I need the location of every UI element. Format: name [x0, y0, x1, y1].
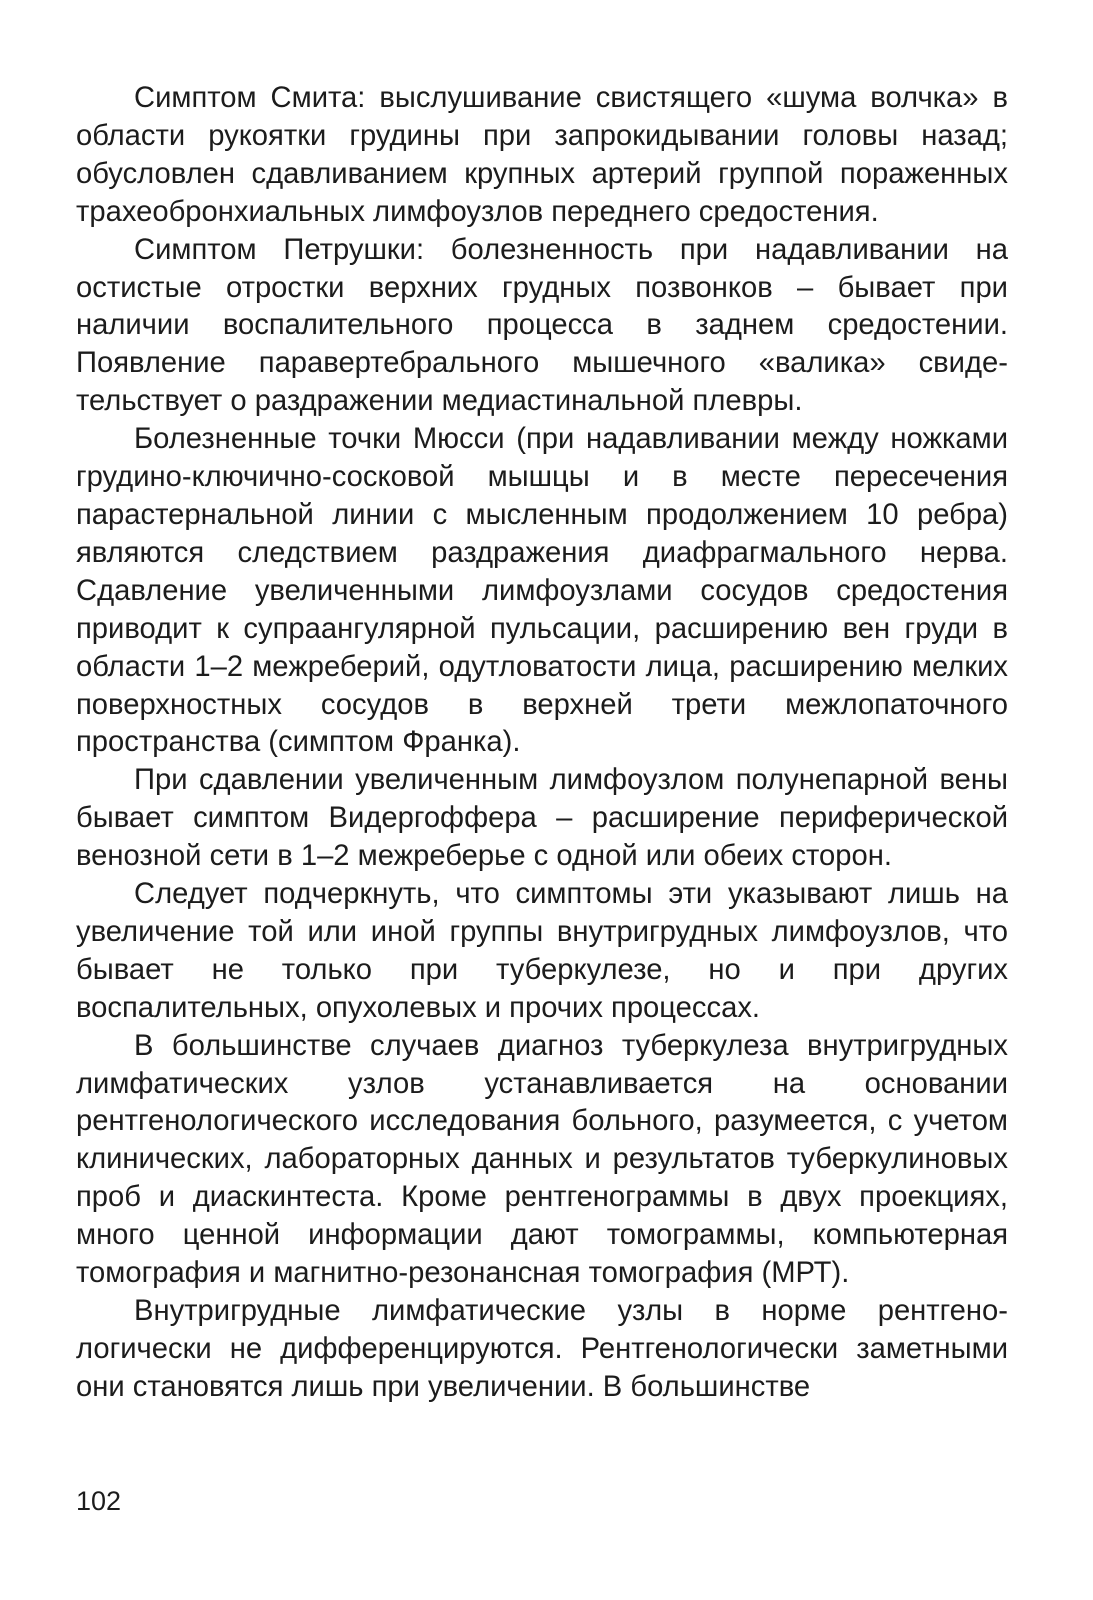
page-number: 102 [76, 1486, 122, 1516]
body-text [76, 80, 1008, 1407]
paragraph-diagnosis: В большинстве случаев диагноз туберкулеза внутригрудных лимфатических узлов устанавливается на основании рентгенологического исследования больного, разумеется, с учетом клинических, лабораторных данных и результатов туберкулиновых проб и диаскинтеста. Кроме рентгенограммы в двух проекциях, много ценной информации дают томограммы, компьютерная томография и магнитно-резонансная томография (МРТ). [76, 1029, 1008, 1290]
paragraph-lymph-nodes-norm: Внутригрудные лимфатические узлы в норме рентгенологически не дифференцируются. Рентгенологически заметными они становятся лишь при увеличении. В большинстве [76, 1295, 1008, 1403]
paragraph-smith-symptom: Симптом Смита: выслушивание свистящего «шума волчка» в области рукоятки грудины при запрокидывании головы назад; обусловлен сдавливанием крупных артерий группой пораженных трахеобронхиальных лимфоузлов переднего средостения. [76, 82, 1008, 228]
paragraph-emphasis-note: Следует подчеркнуть, что симптомы эти указывают лишь на увеличение той или иной группы внутригрудных лимфоузлов, что бывает не только при туберкулезе, но и при других воспалительных, опухолевых и прочих процессах. [76, 878, 1008, 1024]
paragraph-petrushka-symptom: Симптом Петрушки: болезненность при надавливании на остистые отростки верхних грудных позвонков – бывает при наличии воспалительного процесса в заднем средостении. Появление паравертебрального мышечного «валика» свидетельствует о раздражении медиастинальной плевры. [76, 233, 1008, 418]
paragraph-mussy-points: Болезненные точки Мюсси (при надавливании между ножками грудино-ключично-сосковой мышцы и в месте пересечения парастернальной линии с мысленным продолжением 10 ребра) являются следствием раздражения диафрагмального нерва. Сдавление увеличенными лимфоузлами сосудов средостения приводит к супраангулярной пульсации, расширению вен груди в области 1–2 межреберий, одутловатости лица, расширению мелких поверхностных сосудов в верхней трети межлопаточного пространства (симптом Франка). [76, 423, 1008, 759]
paragraph-widerhoffer-symptom: При сдавлении увеличенным лимфоузлом полунепарной вены бывает симптом Видергоффера – расширение периферической венозной сети в 1–2 межреберье с одной или обеих сторон. [76, 764, 1008, 873]
